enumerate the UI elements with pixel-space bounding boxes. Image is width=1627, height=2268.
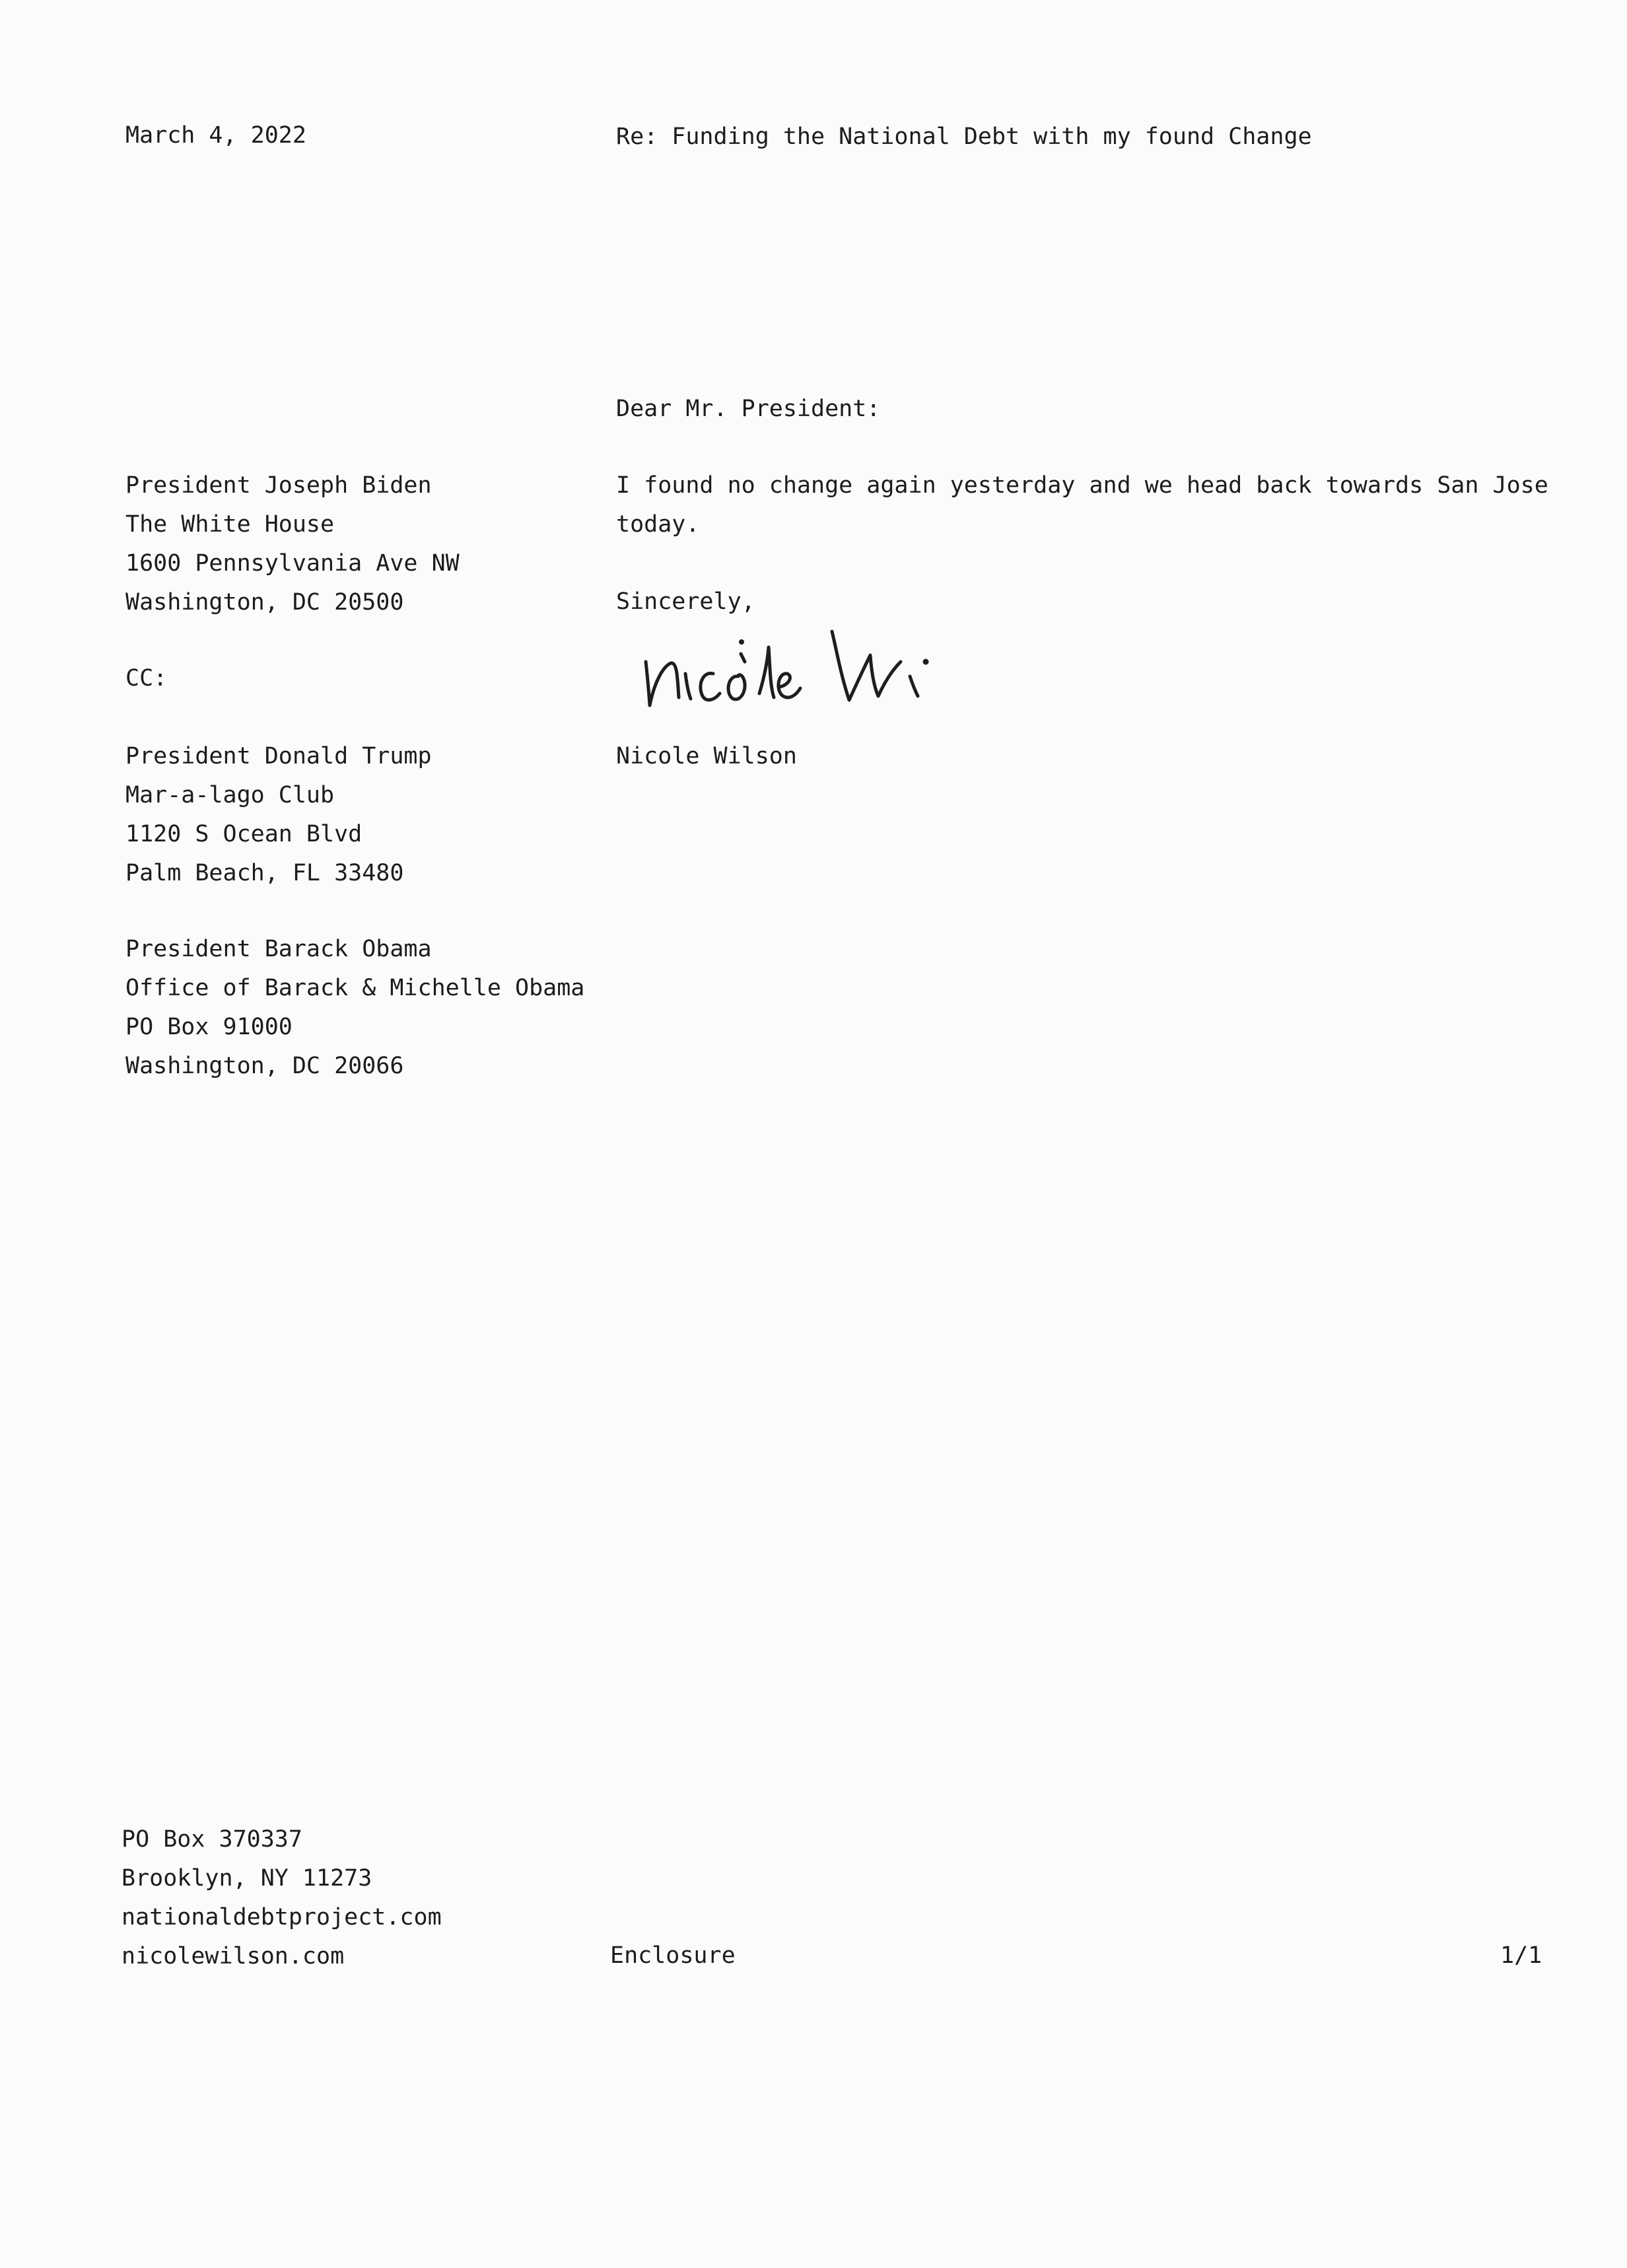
sender-website: nicolewilson.com (121, 1943, 345, 1969)
salutation: Dear Mr. President: (616, 396, 881, 422)
cc-address-line: PO Box 91000 (125, 1014, 293, 1040)
cc-address-line: Palm Beach, FL 33480 (125, 860, 404, 886)
page-number: 1/1 (1500, 1942, 1542, 1969)
recipient-address-line: 1600 Pennsylvania Ave NW (125, 550, 460, 577)
handwritten-signature (639, 608, 983, 723)
cc-address-line: President Barack Obama (125, 936, 432, 962)
cc-recipient-address (125, 930, 584, 1086)
sender-website: nationaldebtproject.com (121, 1904, 442, 1931)
cc-address-line: President Donald Trump (125, 743, 432, 769)
recipient-address (125, 466, 460, 622)
signer-name: Nicole Wilson (616, 743, 797, 769)
cc-address-line: Office of Barack & Michelle Obama (125, 975, 585, 1001)
cc-address-line: Mar-a-lago Club (125, 782, 335, 808)
recipient-address-line: President Joseph Biden (125, 472, 432, 499)
sender-address (121, 1820, 442, 1976)
letter-date: March 4, 2022 (125, 122, 306, 149)
recipient-address-line: The White House (125, 511, 335, 538)
cc-recipient-address (125, 737, 432, 893)
body-line: I found no change again yesterday and we head back towards San Jose (616, 472, 1548, 499)
cc-address-line: 1120 S Ocean Blvd (125, 821, 363, 847)
enclosure-note: Enclosure (610, 1942, 736, 1969)
body-line: today. (616, 511, 700, 538)
sender-address-line: PO Box 370337 (121, 1826, 302, 1853)
closing: Sincerely, (616, 588, 755, 615)
cc-address-line: Washington, DC 20066 (125, 1053, 404, 1079)
sender-address-line: Brooklyn, NY 11273 (121, 1865, 372, 1892)
letter-subject: Re: Funding the National Debt with my found Change (616, 124, 1312, 150)
cc-label: CC: (125, 665, 168, 691)
letter-body (616, 466, 1548, 544)
recipient-address-line: Washington, DC 20500 (125, 589, 404, 616)
